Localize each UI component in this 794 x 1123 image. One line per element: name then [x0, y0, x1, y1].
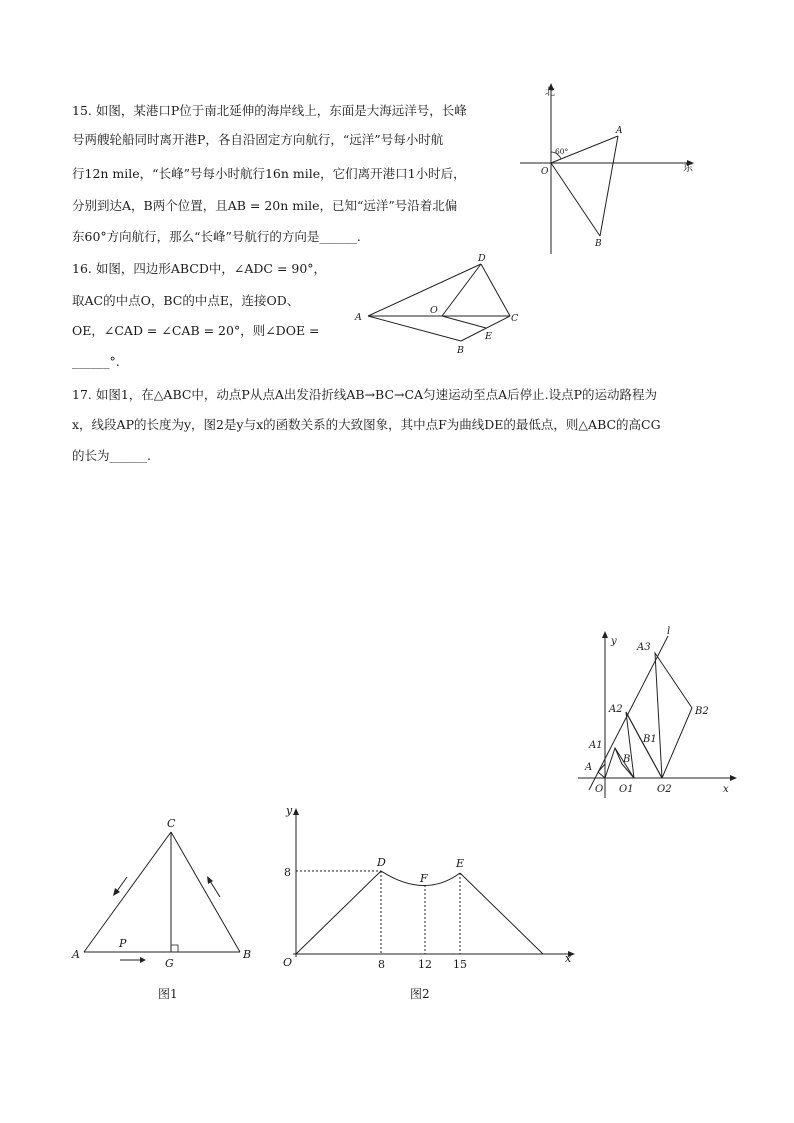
- figure-2-caption: 图2: [410, 987, 430, 1001]
- segment-AB: [600, 136, 618, 236]
- point-G-label: G: [165, 957, 174, 970]
- point-O2-label: O2: [657, 784, 672, 795]
- segment-AD: [368, 264, 481, 316]
- right-angle-mark: [171, 945, 178, 952]
- point-O1-label: O1: [619, 784, 634, 795]
- y-arrow-icon: [293, 808, 299, 815]
- point-F-label: F: [420, 872, 428, 885]
- point-D-label: D: [377, 856, 386, 869]
- segment-DC: [481, 264, 510, 316]
- segment-A2-B1: [626, 712, 641, 740]
- q17-figure-1: [60, 810, 270, 1005]
- point-O-label: O: [595, 784, 604, 795]
- point-D-label: D: [478, 253, 486, 264]
- q15-figure: [515, 80, 705, 255]
- segment-CB: [171, 832, 240, 952]
- q15-line-1: 15. 如图，某港口P位于南北延伸的海岸线上，东面是大海远洋号，长峰: [72, 103, 467, 118]
- q16-line-3: OE，∠CAD = ∠CAB = 20°，则∠DOE =: [72, 323, 320, 338]
- q17-line-1: 17. 如图1，在△ABC中，动点P从点A出发沿折线AB→BC→CA匀速运动至点A后停止.设点P的运动路程为: [72, 387, 658, 402]
- x-label: x: [723, 784, 729, 795]
- figure-1-caption: 图1: [158, 987, 178, 1001]
- point-O-label: O: [541, 167, 549, 177]
- point-A-label: A: [585, 762, 593, 773]
- graph-segment-E-end: [460, 873, 543, 954]
- segment-A1-B: [615, 748, 622, 764]
- point-C-label: C: [167, 817, 176, 830]
- point-A1-label: A1: [589, 740, 603, 751]
- point-B-label: B: [595, 239, 602, 249]
- x-tick-15: 15: [453, 958, 467, 971]
- q16-line-1: 16. 如图，四边形ABCD中，∠ADC = 90°，: [72, 261, 327, 276]
- east-label: 东: [683, 163, 693, 174]
- zigzag-path: [598, 653, 692, 778]
- segment-AC: [84, 832, 171, 952]
- point-B-label: B: [623, 754, 631, 765]
- q17-figure-2: [278, 795, 588, 1005]
- q15-line-5: 东60°方向航行，那么“长峰”号航行的方向是______.: [72, 229, 361, 244]
- line-l-label: l: [667, 626, 671, 637]
- segment-OB: [551, 163, 600, 236]
- y-label: y: [611, 636, 617, 647]
- arrow-head-CA-icon: [113, 888, 120, 896]
- x-tick-8: 8: [378, 958, 385, 971]
- point-P-label: P: [119, 937, 127, 950]
- q17-line-2: x，线段AP的长度为y，图2是y与x的函数关系的大致图象，其中点F为曲线DE的最低点，则△ABC的高CG: [72, 417, 661, 432]
- segment-OD: [442, 264, 481, 316]
- x-tick-12: 12: [418, 958, 432, 971]
- point-E-label: E: [485, 331, 492, 342]
- stray-figure: [575, 620, 740, 800]
- segment-B1-O2: [641, 740, 662, 778]
- point-B-label: B: [457, 345, 464, 356]
- point-A-label: A: [72, 948, 80, 961]
- segment-OE: [442, 316, 486, 328]
- x-label: x: [565, 952, 572, 965]
- point-A3-label: A3: [637, 642, 651, 653]
- point-E-label: E: [456, 857, 465, 870]
- point-B1-label: B1: [643, 734, 657, 745]
- q15-line-2: 号两艘轮船同时离开港P，各自沿固定方向航行，“远洋”号每小时航: [72, 132, 444, 147]
- point-B2-label: B2: [695, 706, 709, 717]
- q16-line-4: ______°.: [72, 354, 120, 369]
- segment-AB: [368, 316, 461, 341]
- arrow-along-BC-icon: [210, 881, 220, 897]
- arrow-head-AB-icon: [140, 957, 146, 963]
- y-tick-8: 8: [284, 866, 291, 879]
- y-arrow-icon: [602, 631, 608, 638]
- origin-label: O: [283, 956, 293, 969]
- y-label: y: [286, 804, 293, 817]
- point-C-label: C: [511, 313, 519, 324]
- north-label: 北: [545, 87, 555, 98]
- point-B-label: B: [243, 948, 252, 961]
- q15-line-3: 行12n mile，“长峰”号每小时航行16n mile，它们离开港口1小时后，: [72, 166, 466, 181]
- q15-line-4: 分别到达A，B两个位置，且AB = 20n mile，已知“远洋”号沿着北偏: [72, 198, 458, 213]
- angle-label: 60°: [555, 147, 569, 156]
- arrow-along-CA-icon: [117, 877, 127, 891]
- x-arrow-icon: [730, 775, 737, 781]
- point-A2-label: A2: [609, 704, 623, 715]
- point-O-label: O: [430, 305, 438, 316]
- point-A-label: A: [355, 312, 362, 323]
- point-A-label: A: [616, 126, 623, 136]
- graph-segment-OD: [296, 871, 381, 954]
- q17-line-3: 的长为______.: [72, 448, 151, 463]
- arrow-head-BC-icon: [207, 876, 213, 884]
- q16-figure: [350, 250, 530, 360]
- q16-line-2: 取AC的中点O，BC的中点E，连接OD、: [72, 293, 300, 308]
